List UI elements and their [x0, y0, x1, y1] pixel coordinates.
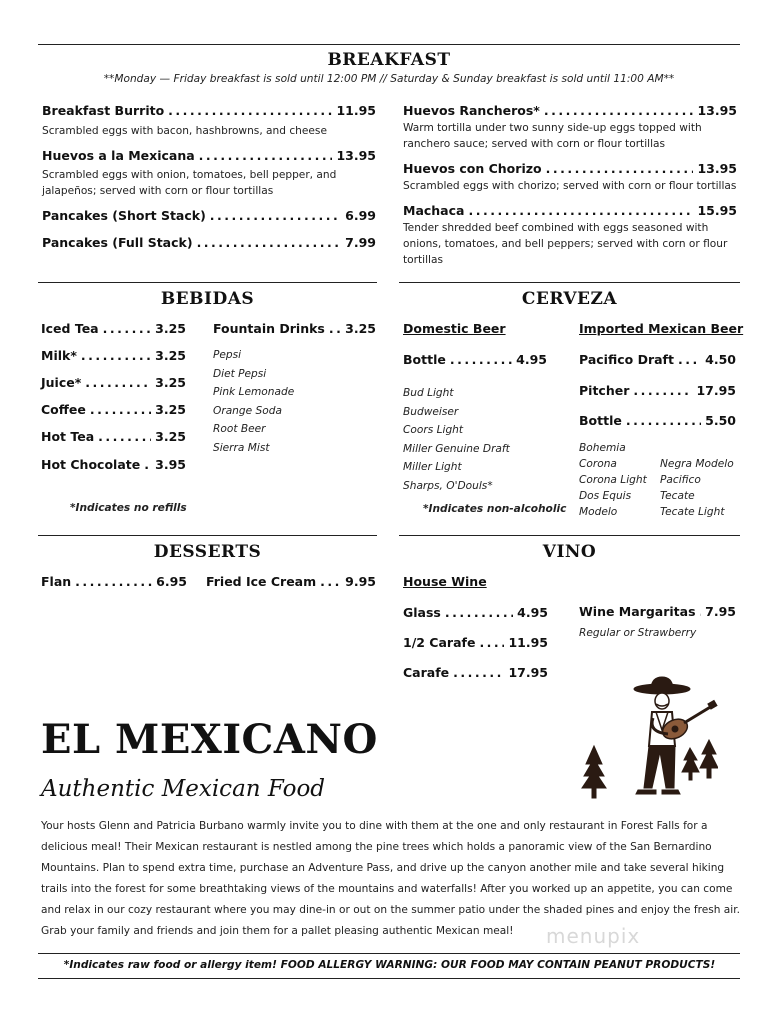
- menu-item: [41, 574, 187, 589]
- item-price: 3.25: [155, 348, 186, 363]
- list-item: Tecate Light: [660, 506, 725, 518]
- item-price: 9.95: [345, 574, 376, 589]
- margarita-options: Regular or Strawberry: [579, 627, 697, 639]
- watermark-logo: menupix: [546, 924, 641, 948]
- fountain-options: [213, 346, 294, 457]
- top-rule: [38, 44, 740, 45]
- imported-beer-list-left: [579, 440, 647, 520]
- mariachi-illustration: [578, 676, 718, 804]
- non-alcoholic-note: *Indicates non-alcoholic: [423, 503, 567, 515]
- footer-rule-bottom: [38, 978, 740, 979]
- list-item: Dos Equis: [579, 490, 632, 502]
- item-price: 3.25: [155, 429, 186, 444]
- list-item: Corona: [579, 458, 617, 470]
- item-price: 4.95: [516, 352, 547, 367]
- item-name: Hot Chocolate: [41, 457, 141, 472]
- menu-item: [42, 103, 376, 118]
- menu-item: [42, 235, 376, 250]
- menu-item: [41, 402, 186, 417]
- menu-item: [41, 348, 186, 363]
- item-name: Fountain Drinks: [213, 321, 325, 336]
- menu-item: [403, 635, 548, 650]
- menu-item: [403, 352, 547, 367]
- menu-item: [579, 604, 736, 619]
- item-price: 3.25: [155, 402, 186, 417]
- list-item: Corona Light: [579, 474, 647, 486]
- item-price: 4.50: [705, 352, 736, 367]
- item-price: 4.95: [517, 605, 548, 620]
- item-name: Huevos a la Mexicana: [42, 148, 195, 163]
- menu-item: [579, 383, 736, 398]
- list-item: Bohemia: [579, 442, 626, 454]
- item-name: Huevos con Chorizo: [403, 161, 542, 176]
- item-name: Pacifico Draft: [579, 352, 674, 367]
- menu-item: [41, 429, 186, 444]
- item-price: 7.95: [705, 604, 736, 619]
- list-item: Pepsi: [213, 349, 242, 361]
- item-price: 3.25: [155, 375, 186, 390]
- list-item: Diet Pepsi: [213, 367, 267, 380]
- no-refills-note: *Indicates no refills: [70, 502, 187, 514]
- list-item: Tecate: [660, 490, 695, 502]
- item-name: Pancakes (Full Stack): [42, 235, 193, 250]
- tagline: Authentic Mexican Food: [41, 776, 326, 802]
- item-price: 15.95: [697, 203, 737, 218]
- item-name: Milk*: [41, 348, 77, 363]
- menu-item: [403, 665, 548, 680]
- restaurant-name: EL MEXICANO: [41, 716, 378, 763]
- menu-item: [403, 203, 737, 218]
- item-name: Pitcher: [579, 383, 630, 398]
- item-price: 3.25: [155, 321, 186, 336]
- cerveza-rule: [399, 282, 740, 283]
- menu-item: [403, 605, 548, 620]
- item-description: Warm tortilla under two sunny side-up eggs topped with ranchero sauce; served with corn or flour tortillas: [403, 122, 702, 150]
- item-name: Carafe: [403, 665, 450, 680]
- item-name: 1/2 Carafe: [403, 635, 476, 650]
- desserts-rule: [38, 535, 377, 536]
- intro-paragraph: Your hosts Glenn and Patricia Burbano warmly invite you to dine with them at the one and only restaurant in Forest Falls for a delicious meal! Their Mexican restaurant is nestled among the pine trees which holds a panoramic view of the San Bernardino Mountains. Plan to spend extra time, purchase an Adventure Pass, and drive up the canyon another mile and take several hiking trails into the forest for some breathtaking views of the mountains and waterfalls! After you worked up an appetite, you can come and relax in our cozy restaurant where you may dine-in or out on the summer patio under the shaded pines and enjoy the fresh air. Grab your family and friends and join them for a pallet pleasing authentic Mexican meal!: [41, 820, 740, 937]
- vino-rule: [399, 535, 740, 536]
- menu-item: [41, 375, 186, 390]
- item-price: 17.95: [508, 665, 548, 680]
- menu-item: [403, 161, 737, 176]
- item-name: Juice*: [41, 375, 82, 390]
- list-item: Modelo: [579, 506, 618, 518]
- item-price: 5.50: [705, 413, 736, 428]
- imported-beer-heading: Imported Mexican Beer: [579, 321, 744, 336]
- list-item: Miller Genuine Draft: [403, 442, 510, 455]
- list-item: Coors Light: [403, 424, 464, 436]
- item-name: Wine Margaritas: [579, 604, 696, 619]
- bebidas-rule: [38, 282, 377, 283]
- pine-tree-icon: [682, 748, 699, 772]
- list-item: Budweiser: [403, 405, 459, 418]
- list-item: Miller Light: [403, 461, 462, 473]
- list-item: Sharps, O'Douls*: [403, 479, 493, 492]
- item-price: 3.95: [155, 457, 186, 472]
- list-item: Orange Soda: [213, 404, 282, 417]
- menu-item: [579, 352, 736, 367]
- menu-item: [42, 148, 376, 163]
- imported-beer-list-right: [660, 456, 734, 520]
- item-name: Glass: [403, 605, 441, 620]
- item-description: Tender shredded beef combined with eggs seasoned with onions, tomatoes, and bell peppers; served with corn or flour tortillas: [403, 222, 728, 266]
- breakfast-hours-note: **Monday — Friday breakfast is sold until 12:00 PM // Saturday & Sunday breakfast is sold until 11:00 AM**: [103, 73, 675, 85]
- desserts-title: DESSERTS: [153, 542, 262, 562]
- item-price: 13.95: [336, 148, 376, 163]
- list-item: Bud Light: [403, 387, 454, 399]
- item-price: 11.95: [336, 103, 376, 118]
- menu-item: [403, 103, 737, 118]
- item-name: Hot Tea: [41, 429, 95, 444]
- item-price: 11.95: [508, 635, 548, 650]
- item-name: Fried Ice Cream: [206, 574, 317, 589]
- item-name: Machaca: [403, 203, 465, 218]
- menu-item: [42, 208, 376, 223]
- item-name: Bottle: [579, 413, 622, 428]
- allergy-warning: *Indicates raw food or allergy item! FOOD ALLERGY WARNING: OUR FOOD MAY CONTAIN PEANUT PRODUCTS!: [63, 959, 716, 971]
- menu-item: [41, 457, 186, 472]
- item-price: 7.99: [345, 235, 376, 250]
- breakfast-title: BREAKFAST: [327, 50, 451, 70]
- bebidas-title: BEBIDAS: [160, 289, 255, 309]
- item-price: 17.95: [696, 383, 736, 398]
- item-description: Scrambled eggs with bacon, hashbrowns, and cheese: [42, 125, 327, 137]
- pine-tree-icon: [700, 740, 718, 768]
- cerveza-title: CERVEZA: [521, 289, 618, 309]
- menu-item: [579, 413, 736, 428]
- item-description: Scrambled eggs with onion, tomatoes, bell pepper, and jalapeños; served with corn or flour tortillas: [42, 169, 337, 197]
- item-name: Flan: [41, 574, 72, 589]
- list-item: Pink Lemonade: [213, 386, 295, 398]
- item-price: 6.95: [156, 574, 187, 589]
- list-item: Negra Modelo: [660, 458, 734, 470]
- menu-item: [41, 321, 186, 336]
- item-name: Coffee: [41, 402, 86, 417]
- item-name: Bottle: [403, 352, 446, 367]
- pine-tree-icon: [582, 746, 606, 788]
- footer-rule-top: [38, 953, 740, 954]
- list-item: Root Beer: [213, 423, 266, 435]
- item-name: Pancakes (Short Stack): [42, 208, 206, 223]
- item-price: 6.99: [345, 208, 376, 223]
- item-price: 13.95: [697, 103, 737, 118]
- item-price: 3.25: [345, 321, 376, 336]
- item-name: Breakfast Burrito: [42, 103, 165, 118]
- domestic-beer-list: [403, 384, 510, 495]
- vino-title: VINO: [542, 542, 597, 562]
- item-description: Scrambled eggs with chorizo; served with corn or flour tortillas: [403, 180, 737, 192]
- menu-item: [206, 574, 376, 589]
- menu-item: [213, 321, 376, 336]
- list-item: Sierra Mist: [213, 441, 270, 454]
- house-wine-heading: House Wine: [403, 574, 487, 589]
- domestic-beer-heading: Domestic Beer: [403, 321, 506, 336]
- item-name: Iced Tea: [41, 321, 99, 336]
- item-price: 13.95: [697, 161, 737, 176]
- list-item: Pacifico: [660, 474, 701, 486]
- item-name: Huevos Rancheros*: [403, 103, 540, 118]
